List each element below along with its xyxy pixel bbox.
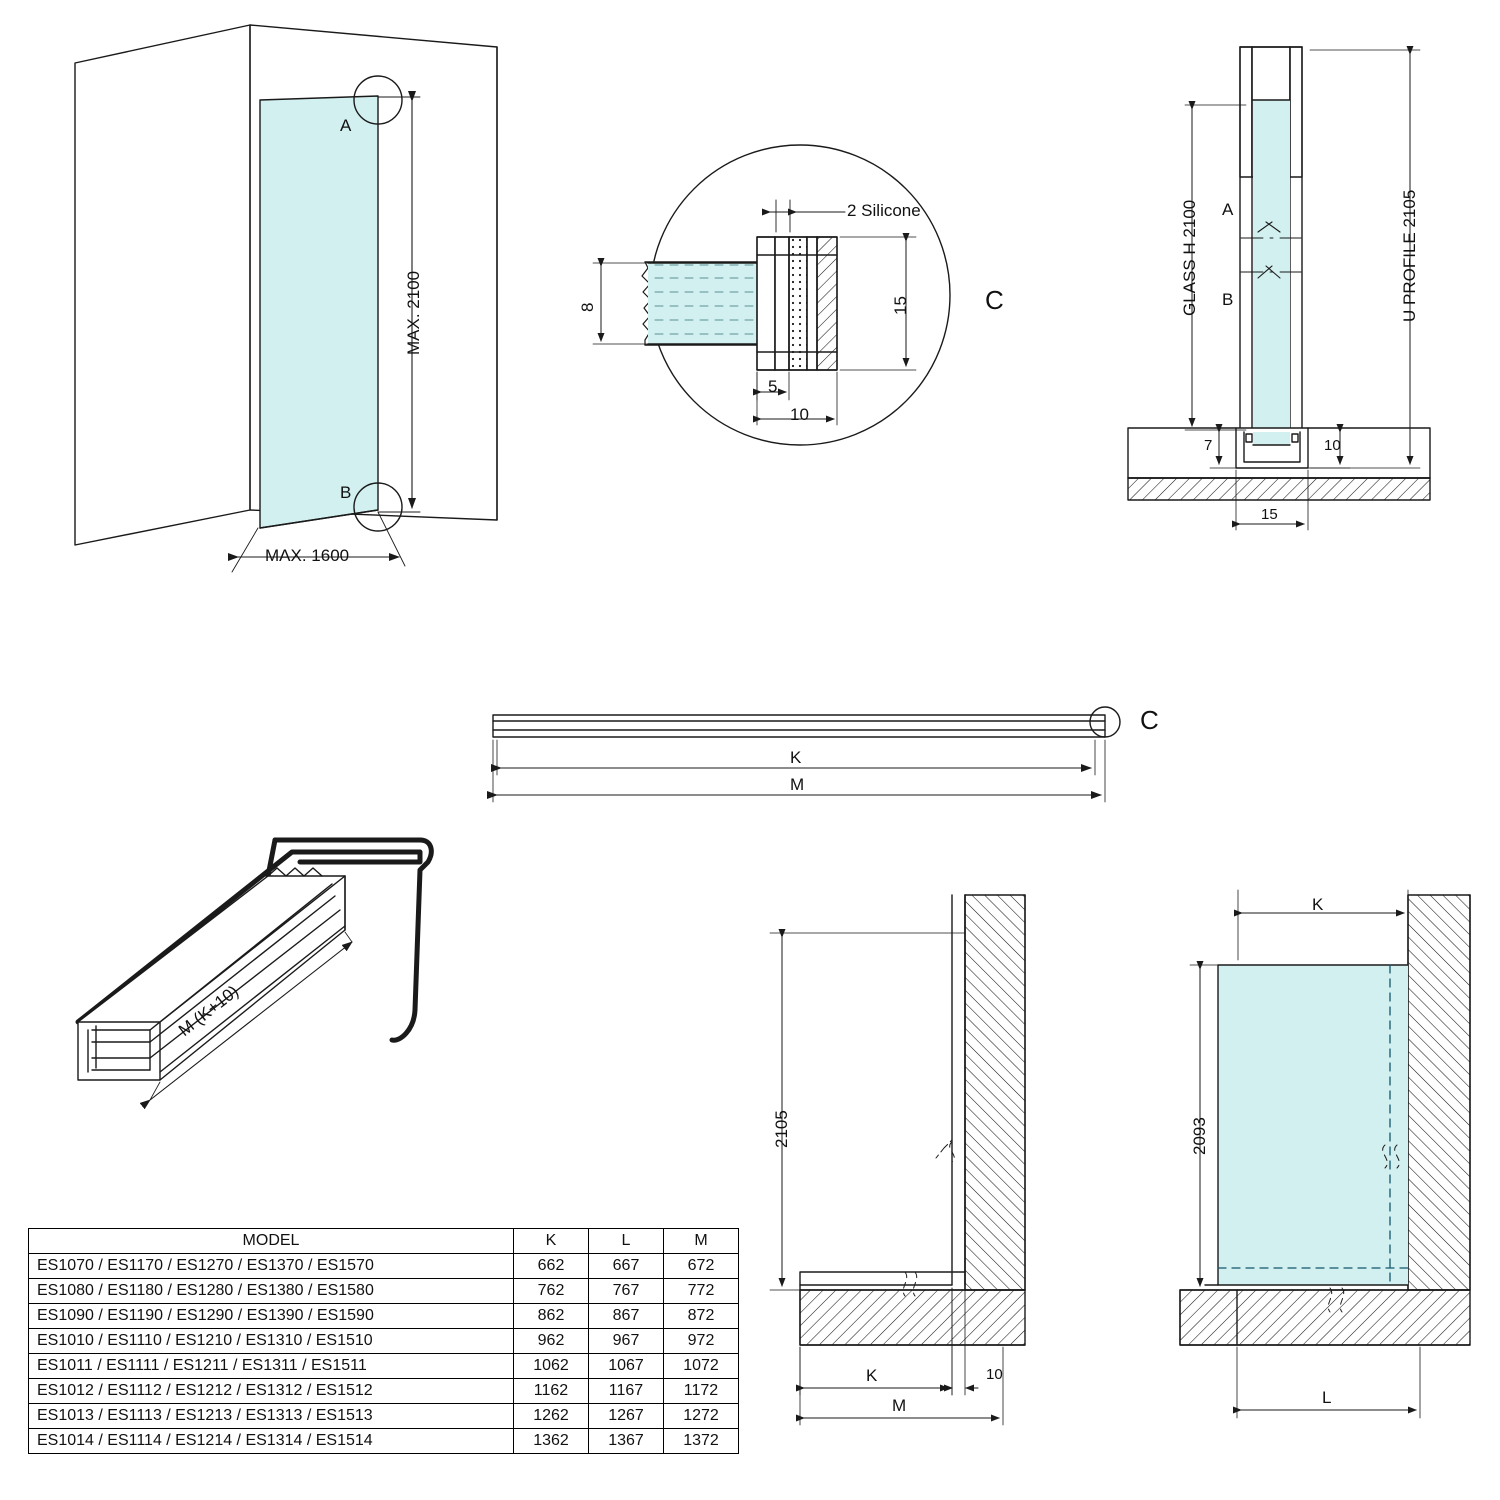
table-row (29, 1279, 739, 1304)
table-header-model: MODEL (29, 1229, 514, 1254)
detail-c-mark: C (985, 285, 1004, 315)
wall-right-height: 2093 (1190, 1117, 1209, 1155)
table-row (29, 1404, 739, 1429)
fig1-height-dim: MAX. 2100 (404, 270, 423, 355)
wall-right-k: K (1312, 895, 1324, 914)
section-u-profile: U PROFILE 2105 (1400, 189, 1419, 322)
cell-l: 967 (589, 1329, 664, 1354)
table-row (29, 1304, 739, 1329)
fig1-callout-a: A (340, 116, 352, 135)
cell-k: 1362 (514, 1429, 589, 1454)
table-row (29, 1254, 739, 1279)
cell-l: 1367 (589, 1429, 664, 1454)
fig1-callout-b: B (340, 483, 352, 502)
profile-top-mark: C (1140, 705, 1159, 735)
cell-k: 1162 (514, 1379, 589, 1404)
table-row (29, 1329, 739, 1354)
table-header-l: L (589, 1229, 664, 1254)
section-callout-a: A (1222, 200, 1234, 219)
cell-m: 1172 (664, 1379, 739, 1404)
model-dimension-table (28, 1228, 739, 1454)
table-row (29, 1379, 739, 1404)
wall-left-dim-10: 10 (986, 1366, 1003, 1383)
fig1-width-dim: MAX. 1600 (265, 546, 350, 565)
cell-model: ES1080 / ES1180 / ES1280 / ES1380 / ES1580 (29, 1279, 514, 1304)
cell-m: 972 (664, 1329, 739, 1354)
cell-m: 772 (664, 1279, 739, 1304)
cell-model: ES1010 / ES1110 / ES1210 / ES1310 / ES1510 (29, 1329, 514, 1354)
cell-model: ES1011 / ES1111 / ES1211 / ES1311 / ES1511 (29, 1354, 514, 1379)
table-row (29, 1354, 739, 1379)
cell-model: ES1014 / ES1114 / ES1214 / ES1314 / ES1514 (29, 1429, 514, 1454)
cell-model: ES1070 / ES1170 / ES1270 / ES1370 / ES1570 (29, 1254, 514, 1279)
cell-m: 672 (664, 1254, 739, 1279)
profile-top-k: K (790, 748, 802, 767)
section-glass-height: GLASS H 2100 (1180, 199, 1199, 316)
cell-m: 1272 (664, 1404, 739, 1429)
section-dim-7: 7 (1204, 437, 1213, 454)
table-row (29, 1429, 739, 1454)
detail-c-dim-5: 5 (768, 377, 778, 396)
cell-l: 1167 (589, 1379, 664, 1404)
cell-l: 667 (589, 1254, 664, 1279)
cell-model: ES1012 / ES1112 / ES1212 / ES1312 / ES1512 (29, 1379, 514, 1404)
cell-l: 1067 (589, 1354, 664, 1379)
cell-k: 662 (514, 1254, 589, 1279)
cell-l: 867 (589, 1304, 664, 1329)
section-dim-15: 15 (1261, 506, 1278, 523)
cell-m: 1072 (664, 1354, 739, 1379)
wall-left-height: 2105 (772, 1110, 791, 1148)
cell-l: 767 (589, 1279, 664, 1304)
cell-k: 962 (514, 1329, 589, 1354)
cell-l: 1267 (589, 1404, 664, 1429)
detail-c-dim-10: 10 (790, 405, 809, 424)
detail-c-profile-depth: 15 (891, 296, 910, 315)
table-header-row (29, 1229, 739, 1254)
wall-left-k: K (866, 1366, 878, 1385)
wall-right-l: L (1322, 1388, 1332, 1407)
table-header-k: K (514, 1229, 589, 1254)
cell-m: 872 (664, 1304, 739, 1329)
cell-model: ES1090 / ES1190 / ES1290 / ES1390 / ES1590 (29, 1304, 514, 1329)
profile-3d-length: M (K+10) (175, 981, 243, 1040)
cell-model: ES1013 / ES1113 / ES1213 / ES1313 / ES1513 (29, 1404, 514, 1429)
cell-k: 862 (514, 1304, 589, 1329)
cell-k: 1062 (514, 1354, 589, 1379)
wall-left-m: M (892, 1396, 907, 1415)
cell-k: 762 (514, 1279, 589, 1304)
section-dim-10: 10 (1324, 437, 1341, 454)
profile-top-m: M (790, 775, 805, 794)
detail-c-silicone-label: 2 Silicone (847, 201, 921, 220)
cell-k: 1262 (514, 1404, 589, 1429)
section-callout-b: B (1222, 290, 1234, 309)
table-header-m: M (664, 1229, 739, 1254)
cell-m: 1372 (664, 1429, 739, 1454)
detail-c-glass-thickness: 8 (578, 302, 597, 312)
